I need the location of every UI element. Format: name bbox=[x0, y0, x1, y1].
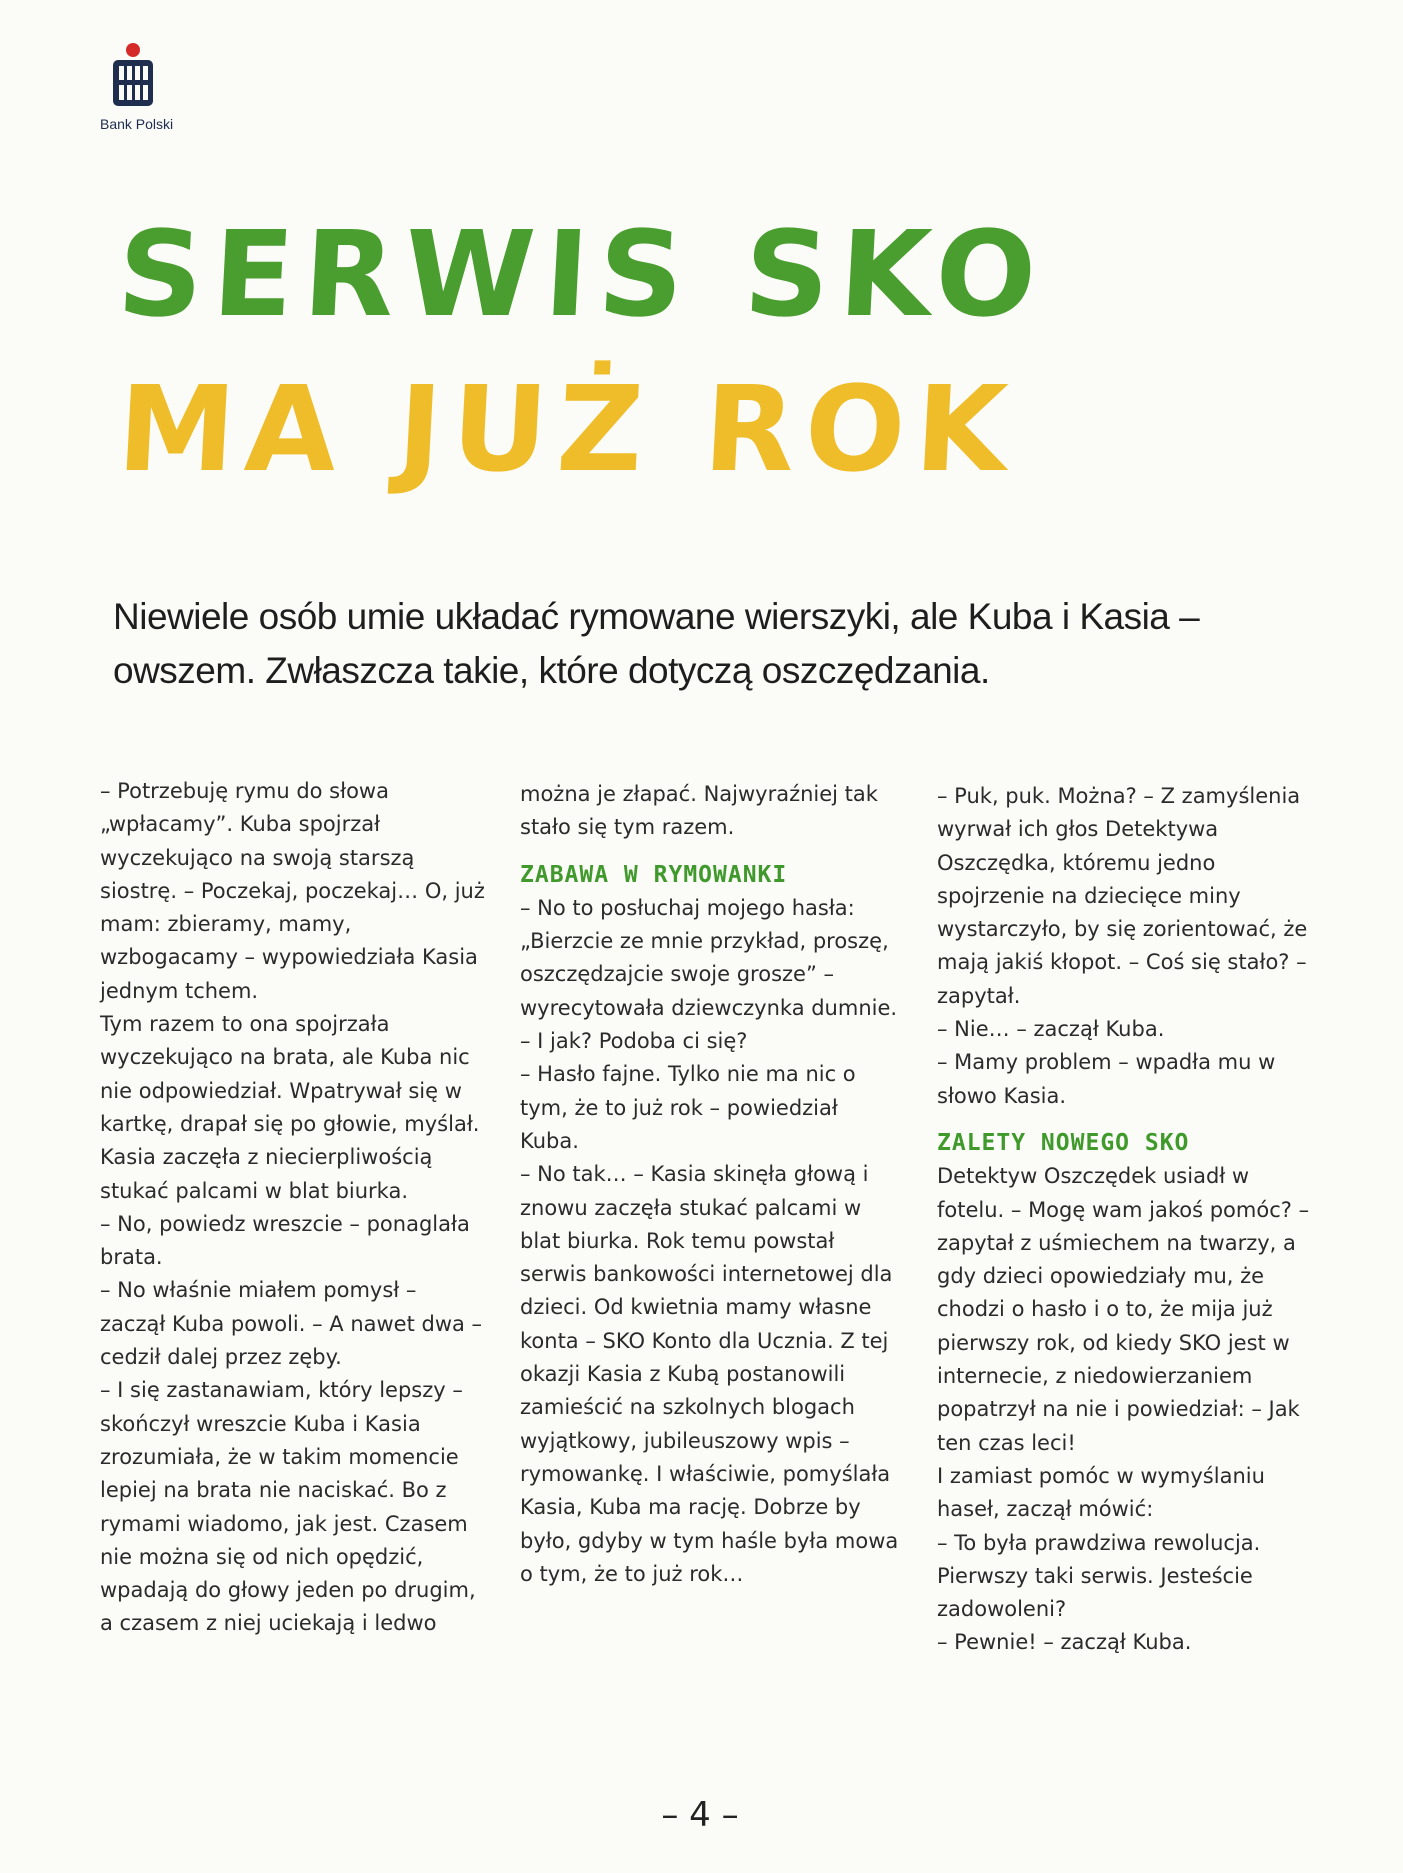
column-3 bbox=[937, 780, 1317, 1660]
paragraph: – Nie… – zaczął Kuba. bbox=[937, 1017, 1165, 1042]
paragraph: – No tak… – Kasia skinęła głową i znowu zaczęła stukać palcami w blat biurka. Rok temu powstał serwis bankowości internetowej dla dzieci. Od kwietnia mamy własne konta – SKO Konto dla Ucznia. Z tej okazji Kasia z Kubą postanowili zamieścić na szkolnych blogach wyjątkowy, jubileuszowy wpis – rymowankę. I właściwie, pomyślała Kasia, Kuba ma rację. Dobrze by było, gdyby w tym haśle była mowa o tym, że to już rok… bbox=[520, 1162, 899, 1586]
section-heading: ZALETY NOWEGO SKO bbox=[937, 1129, 1190, 1156]
paragraph: – Mamy problem – wpadła mu w słowo Kasia. bbox=[937, 1050, 1276, 1108]
paragraph: – Puk, puk. Można? – Z zamyślenia wyrwał ich głos Detektywa Oszczędka, któremu jedno spojrzenie na dziecięce miny wystarczyło, by się zorientować, że mają jakiś kłopot. – Coś się stało? – zapytał. bbox=[937, 784, 1308, 1008]
title-line-1: SERWIS SKO bbox=[114, 205, 1050, 343]
column-1 bbox=[100, 775, 485, 1641]
paragraph: I zamiast pomóc w wymyślaniu haseł, zaczął mówić: bbox=[937, 1463, 1265, 1522]
lead-paragraph: Niewiele osób umie układać rymowane wierszyki, ale Kuba i Kasia – owszem. Zwłaszcza takie, które dotyczą oszczędzania. bbox=[113, 596, 1200, 691]
paragraph: – No to posłuchaj mojego hasła: „Bierzcie ze mnie przykład, proszę, oszczędzajcie swoje grosze” – wyrecytowała dziewczynka dumnie. – I jak? Podoba ci się? bbox=[520, 895, 898, 1054]
paragraph: – No, powiedz wreszcie – ponaglała brata. bbox=[100, 1211, 470, 1270]
bank-logo bbox=[100, 42, 200, 132]
paragraph: – No właśnie miałem pomysł – zaczął Kuba powoli. – A nawet dwa – cedził dalej przez zęby. bbox=[100, 1278, 483, 1370]
paragraph: – Potrzebuję rymu do słowa „wpłacamy”. Kuba spojrzał wyczekująco na swoją starszą siostrę. – Poczekaj, poczekaj… O, już mam: zbieramy, mamy, wzbogacamy – wypowiedziała Kasia jednym tchem. bbox=[100, 779, 485, 1003]
pko-logo-icon bbox=[110, 42, 156, 112]
title-line-2: MA JUŻ ROK bbox=[114, 360, 1021, 498]
paragraph: – Hasło fajne. Tylko nie ma nic o tym, że to już rok – powiedział Kuba. bbox=[520, 1062, 856, 1153]
paragraph: – To była prawdziwa rewolucja. Pierwszy taki serwis. Jesteście zadowoleni? bbox=[937, 1530, 1261, 1622]
paragraph: Tym razem to ona spojrzała wyczekująco na brata, ale Kuba nic nie odpowiedział. Wpatrywał się w kartkę, drapał się po głowie, myślał. Kasia zaczęła z niecierpliwością stukać palcami w blat biurka. bbox=[100, 1012, 480, 1203]
paragraph: – Pewnie! – zaczął Kuba. bbox=[937, 1630, 1192, 1655]
logo-label: Bank Polski bbox=[100, 116, 174, 132]
column-2 bbox=[520, 778, 900, 1591]
paragraph: można je złapać. Najwyraźniej tak stało się tym razem. bbox=[520, 782, 878, 840]
paragraph: Detektyw Oszczędek usiadł w fotelu. – Mogę wam jakoś pomóc? – zapytał z uśmiechem na twarzy, a gdy dzieci opowiedziały mu, że chodzi o hasło i o to, że mija już pierwszy rok, od kiedy SKO jest w internecie, z niedowierzaniem popatrzył na nie i powiedział: – Jak ten czas leci! bbox=[937, 1164, 1310, 1455]
paragraph: – I się zastanawiam, który lepszy – skończył wreszcie Kuba i Kasia zrozumiała, że w takim momencie lepiej na brata nie naciskać. Bo z rymami wiadomo, jak jest. Czasem nie można się od nich opędzić, wpadają do głowy jeden po drugim, a czasem z niej uciekają i ledwo bbox=[100, 1378, 476, 1636]
page-number: – 4 – bbox=[661, 1795, 739, 1835]
section-heading: ZABAWA W RYMOWANKI bbox=[520, 861, 788, 888]
